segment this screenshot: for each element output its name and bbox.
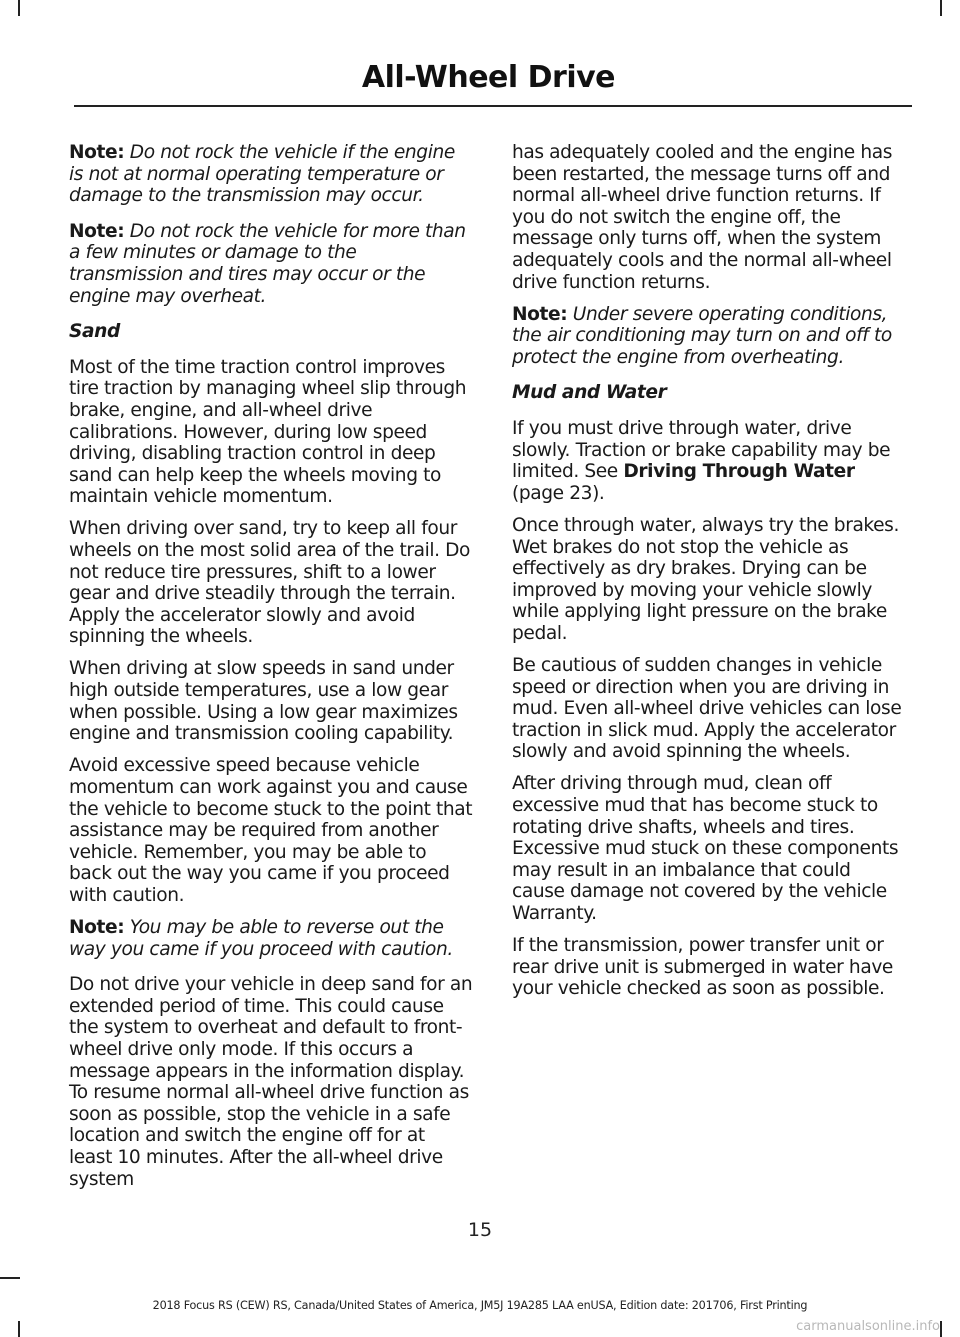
crop-mark-bottom-right [940,1321,942,1337]
body-paragraph [512,418,908,504]
section-heading-mud-and-water: Mud and Water [512,382,667,404]
body-paragraph: Once through water, always try the brakes. Wet brakes do not stop the vehicle as effectively as dry brakes. Drying can be improved by moving your vehicle slowly while applying light pressure on the brake pedal. [512,514,899,644]
header-divider [74,105,912,107]
note-label: Note: [69,142,125,163]
note-label: Note: [69,917,125,938]
page-number: 15 [467,1219,493,1241]
note-paragraph [512,304,908,369]
body-paragraph: Most of the time traction control improves tire traction by managing wheel slip through brake, engine, and all-wheel drive calibrations. However, during low speed driving, disabling traction control in deep sand can help keep the wheels moving to maintain vehicle momentum. [69,356,467,508]
body-paragraph: After driving through mud, clean off excessive mud that has become stuck to rotating drive shafts, wheels and tires. Excessive mud stuck on these components may result in an imbalance that could cause damage not covered by the vehicle Warranty. [512,773,899,924]
note-label: Note: [69,220,125,242]
body-paragraph: Avoid excessive speed because vehicle momentum can work against you and cause the vehicle to become stuck to the point that assistance may be required from another vehicle. Remember, you may be able to back out the way you came if you proceed with caution. [69,755,473,906]
note-paragraph [69,142,473,207]
page-title: All-Wheel Drive [361,60,615,95]
note-paragraph [69,917,473,960]
body-paragraph: When driving over sand, try to keep all four wheels on the most solid area of the trail. Do not reduce tire pressures, shift to a lower gear and drive steadily through the terrain. Apply the accelerator slowly and avoid spinning the wheels. [69,518,471,648]
cross-reference-link[interactable]: Driving Through Water [623,461,855,483]
crop-mark-top-right [940,0,942,16]
footer-text: 2018 Focus RS (CEW) RS, Canada/United States of America, JM5J 19A285 LAA enUSA, Edition date: 201706, First Printing [152,1299,808,1312]
body-text: If you must drive through water, drive slowly. Traction or brake capability may be limited. See [512,418,891,483]
right-column [512,142,908,1010]
crop-mark-bottom-left [18,1321,20,1337]
note-text: Do not rock the vehicle for more than a few minutes or damage to the transmission and tires may occur or the engine may overheat. [69,220,466,307]
body-paragraph: Be cautious of sudden changes in vehicle speed or direction when you are driving in mud. Even all-wheel drive vehicles can lose traction in slick mud. Apply the accelerator slowly and avoid spinning the wheels. [512,654,902,763]
body-paragraph: Do not drive your vehicle in deep sand for an extended period of time. This could cause the system to overheat and default to front-wheel drive only mode. If this occurs a message appears in the information display. To resume normal all-wheel drive function as soon as possible, stop the vehicle in a safe location and switch the engine off for at least 10 minutes. After the all-wheel drive system [69,974,473,1190]
note-label: Note: [512,303,568,325]
note-text: You may be able to reverse out the way you came if you proceed with caution. [69,917,453,960]
note-text: Do not rock the vehicle if the engine is not at normal operating temperature or damage to the transmission may occur. [69,142,455,207]
body-paragraph: has adequately cooled and the engine has been restarted, the message turns off and normal all-wheel drive function returns. If you do not switch the engine off, the message only turns off, when the system adequately cools and the normal all-wheel drive function returns. [512,142,893,293]
note-paragraph [69,221,473,307]
crop-mark-top-left [18,0,20,16]
page-reference: (page 23). [512,482,605,504]
note-text: Under severe operating conditions, the air conditioning may turn on and off to protect the engine from overheating. [512,303,892,368]
section-heading-sand: Sand [69,321,120,343]
body-paragraph: When driving at slow speeds in sand under high outside temperatures, use a low gear when possible. Using a low gear maximizes engine and transmission cooling capability. [69,658,458,745]
crop-mark-left-bracket [0,1277,20,1279]
watermark: carmanualsonline.info [796,1319,940,1334]
body-paragraph: If the transmission, power transfer unit or rear drive unit is submerged in water have your vehicle checked as soon as possible. [512,935,893,1000]
left-column [69,142,473,1201]
